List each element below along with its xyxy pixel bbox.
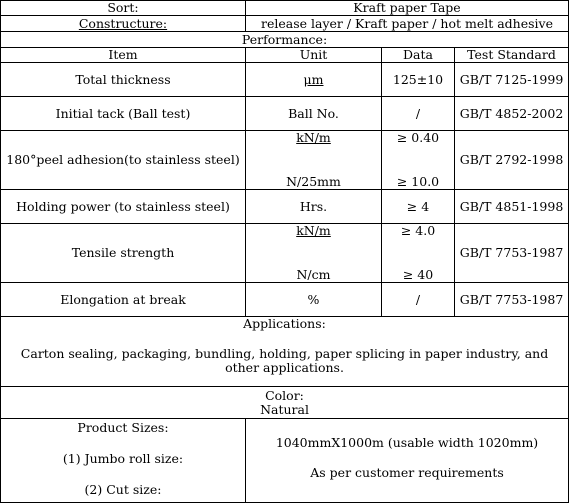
standard-cell: GB/T 7753-1987 [455,283,569,317]
item-cell: 180°peel adhesion(to stainless steel) [1,131,246,190]
data-secondary: ≥ 10.0 [396,174,440,189]
color-cell [1,387,569,419]
performance-header-row [1,32,569,48]
jumbo-roll-value: 1040mmX1000m (usable width 1020mm) [275,434,539,450]
sort-value: Kraft paper Tape [246,1,569,16]
sort-row [1,1,569,16]
applications-text: Carton sealing, packaging, bundling, holding, paper splicing in paper industry, and other applications. [20,346,549,375]
table-row [1,190,569,224]
data-cell: / [382,283,455,317]
data-cell: 125±10 [382,63,455,97]
table-row [1,63,569,97]
item-cell: Elongation at break [1,283,246,317]
data-secondary: ≥ 40 [402,267,434,282]
item-cell: Initial tack (Ball test) [1,97,246,131]
product-sizes-row [1,419,569,503]
unit-secondary: N/cm [296,267,331,282]
table-row [1,283,569,317]
unit-cell: μm [246,63,382,97]
column-header-data: Data [382,48,455,63]
constructure-value: release layer / Kraft paper / hot melt adhesive [246,16,569,32]
unit-primary: kN/m [296,223,331,238]
standard-cell: GB/T 2792-1998 [455,131,569,190]
applications-cell [1,317,569,387]
standard-cell: GB/T 4851-1998 [455,190,569,224]
data-primary: ≥ 4.0 [400,223,436,238]
color-value: Natural [260,401,309,417]
constructure-label: Constructure: [1,16,246,32]
column-header-row [1,48,569,63]
applications-row [1,317,569,387]
data-cell: / [382,97,455,131]
column-header-item: Item [1,48,246,63]
table-row [1,224,569,283]
table-row [1,97,569,131]
performance-header: Performance: [1,32,569,48]
unit-cell [246,131,382,190]
unit-cell [246,224,382,283]
product-sizes-values [246,419,569,503]
constructure-row [1,16,569,32]
unit-cell: % [246,283,382,317]
data-cell [382,131,455,190]
standard-cell: GB/T 7125-1999 [455,63,569,97]
applications-header: Applications: [243,316,326,331]
data-cell [382,224,455,283]
data-cell: ≥ 4 [382,190,455,224]
data-primary: ≥ 0.40 [396,130,440,145]
unit-secondary: N/25mm [286,174,341,189]
item-cell: Holding power (to stainless steel) [1,190,246,224]
unit-primary: kN/m [296,130,331,145]
color-row [1,387,569,419]
unit-cell: Hrs. [246,190,382,224]
unit-cell: Ball No. [246,97,382,131]
product-sizes-header: Product Sizes: [77,420,169,435]
table-row [1,131,569,190]
standard-cell: GB/T 7753-1987 [455,224,569,283]
cut-size-value: As per customer requirements [310,464,504,480]
standard-cell: GB/T 4852-2002 [455,97,569,131]
product-sizes-labels [1,419,246,503]
cut-size-label: (2) Cut size: [84,482,162,497]
item-cell: Tensile strength [1,224,246,283]
jumbo-roll-label: (1) Jumbo roll size: [62,451,184,466]
column-header-unit: Unit [246,48,382,63]
item-cell: Total thickness [1,63,246,97]
color-header: Color: [265,387,304,403]
column-header-standard: Test Standard [455,48,569,63]
sort-label: Sort: [1,1,246,16]
